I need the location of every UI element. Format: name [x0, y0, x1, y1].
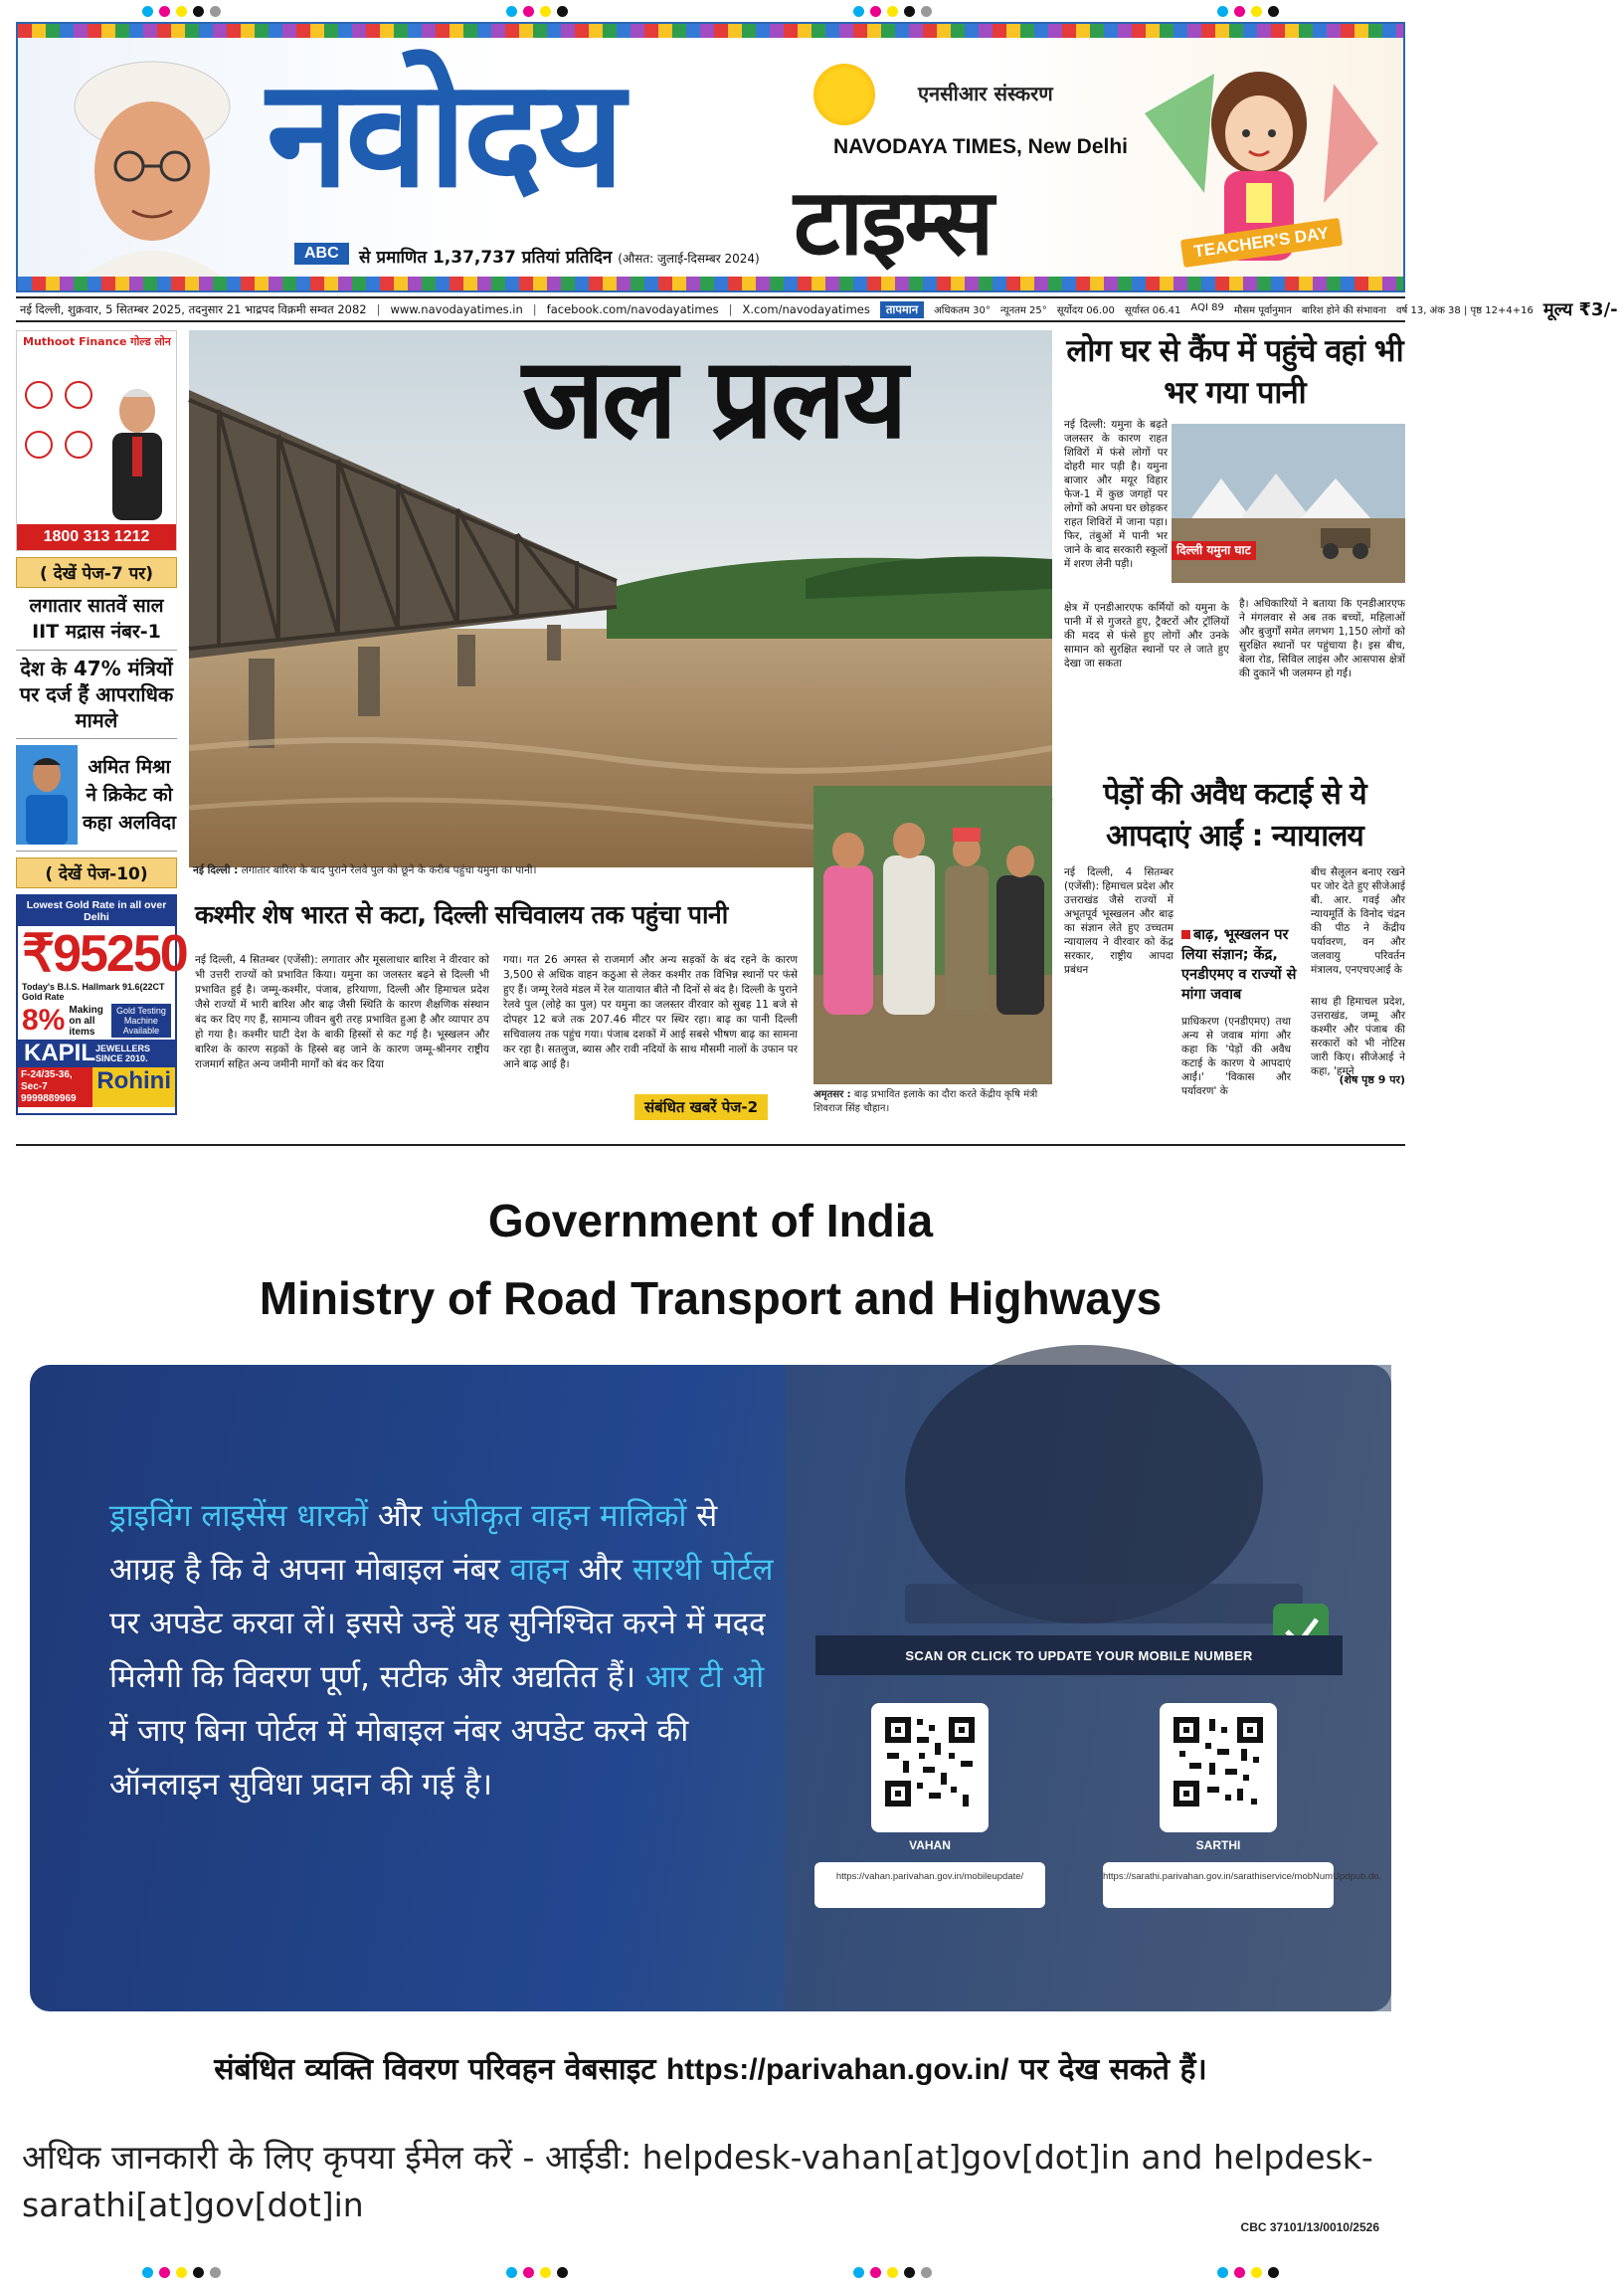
- circulation-note: [359, 245, 760, 268]
- see-page-7[interactable]: ( देखें पेज-7 पर): [16, 557, 177, 588]
- circulation-text: से प्रमाणित 1,37,737 प्रतियां प्रतिदिन: [359, 248, 613, 268]
- edition-label: एनसीआर संस्करण: [918, 82, 1053, 105]
- kapil-percent: 8%: [22, 1004, 66, 1037]
- kapil-name: KAPIL: [24, 1040, 95, 1066]
- min-temp: न्यूनतम 25°: [999, 305, 1047, 316]
- brief-iit-madras[interactable]: लगातार सातवें साल IIT मद्रास नंबर-1: [16, 588, 177, 651]
- muthoot-brand: Muthoot Finance गोल्ड लोन: [23, 335, 171, 348]
- kapil-address: F-24/35-36, Sec-7 9999889969: [18, 1067, 92, 1107]
- main-headline[interactable]: जल प्रलय: [522, 334, 905, 464]
- see-page-10[interactable]: ( देखें पेज-10): [16, 857, 177, 888]
- masthead-title-hindi: नवोदय: [267, 48, 622, 221]
- gold-loan-icon: [25, 381, 53, 409]
- camp-photo-label: दिल्ली यमुना घाट: [1172, 541, 1256, 560]
- camp-story: [1064, 418, 1405, 766]
- masthead-title-english: NAVODAYA TIMES, New Delhi: [833, 135, 1129, 158]
- court-text-a: नई दिल्ली, 4 सितम्बर (एजेंसी): हिमाचल प्रदेश और उत्तराखंड जैसे राज्यों में अभूतपूर्व भूस्खलन और बाढ़ का संज्ञान लेते हुए उच्चतम न्यायालय ने वीरवार को केंद्र सरकार, राष्ट्रीय आपदा प्रबंधन: [1064, 866, 1173, 976]
- related-news-link[interactable]: संबंधित खबरें पेज-2: [634, 1094, 768, 1120]
- sarthi-qr-code[interactable]: [1160, 1703, 1277, 1832]
- kapil-address-bar: [18, 1067, 175, 1107]
- weather-tag: तापमान: [880, 301, 924, 318]
- registration-strip-top: [0, 0, 1421, 22]
- sarthi-url[interactable]: https://sarathi.parivahan.gov.in/sarathiservice/mobNumUpdpub.do.: [1103, 1862, 1334, 1908]
- ad-website-line: संबंधित व्यक्ति विवरण परिवहन वेबसाइट https://parivahan.gov.in/ पर देख सकते हैं।: [214, 2052, 1207, 2087]
- continued-note[interactable]: (शेष पृष्ठ 9 पर): [1339, 1073, 1405, 1086]
- date-text: नई दिल्ली, शुक्रवार, 5 सितम्बर 2025, तदनुसार 21 भाद्रपद विक्रमी सम्वत 2082: [20, 301, 367, 316]
- kicker-square-icon: [1181, 930, 1190, 939]
- vahan-url[interactable]: https://vahan.parivahan.gov.in/mobileupdate/: [814, 1862, 1045, 1908]
- issue-info: वर्ष 13, अंक 38 | पृष्ठ 12+4+16: [1395, 305, 1534, 316]
- rain-chance: बारिश होने की संभावना: [1301, 305, 1386, 316]
- ad-title-line-1: Government of India: [487, 1195, 934, 1246]
- muthoot-phone[interactable]: 1800 313 1212: [17, 524, 176, 550]
- court-story: [1064, 865, 1405, 1097]
- x-link[interactable]: X.com/navodayatimes: [742, 302, 870, 316]
- sun-icon: [813, 64, 875, 125]
- brief-amit-mishra[interactable]: [16, 739, 177, 852]
- kapil-offers: [18, 1002, 175, 1040]
- facebook-link[interactable]: facebook.com/navodayatimes: [546, 302, 719, 316]
- amit-mishra-photo: [16, 745, 78, 845]
- scan-instruction: SCAN OR CLICK TO UPDATE YOUR MOBILE NUMBER: [815, 1635, 1343, 1675]
- security-icon: [65, 381, 92, 409]
- abc-logo: ABC: [294, 243, 349, 265]
- pencil-border-top: [18, 24, 1403, 38]
- weather-readings: [934, 302, 1534, 316]
- kapil-making: Making on all items: [69, 1004, 103, 1038]
- ad-banner: [30, 1365, 1391, 2011]
- kapil-gold-rate: ₹95250: [22, 925, 187, 983]
- muthoot-ad[interactable]: [16, 330, 177, 551]
- kapil-testing: Gold Testing Machine Available: [111, 1004, 171, 1038]
- brief-amit-mishra-text: अमित मिश्रा ने क्रिकेट को कहा अलविदा: [82, 756, 177, 834]
- interest-icon: [25, 431, 53, 459]
- website-link[interactable]: www.navodayatimes.in: [390, 302, 523, 316]
- registration-strip-bottom: [0, 2261, 1421, 2283]
- teachers-day-badge: TEACHER'S DAY: [1180, 218, 1343, 268]
- court-text-c: प्राधिकरण (एनडीएमए) तथा अन्य से जवाब मांगा और कहा कि 'पेड़ों की अवैध कटाई के कारण ये आपदाएं आईं।' 'विकास और पर्यावरण' के: [1181, 1016, 1291, 1097]
- minister-visit-image: [813, 786, 1052, 1084]
- court-headline[interactable]: पेड़ों की अवैध कटाई से ये आपदाएं आईं : न्यायालय: [1103, 777, 1366, 854]
- max-temp: अधिकतम 30°: [934, 305, 991, 316]
- kapil-name-bar: [18, 1040, 175, 1067]
- story-headline[interactable]: कश्मीर शेष भारत से कटा, दिल्ली सचिवालय तक पहुंचा पानी: [195, 900, 728, 929]
- cbc-code: CBC 37101/13/0010/2526: [1240, 2220, 1379, 2234]
- kapil-jewellers-ad[interactable]: [16, 894, 187, 1115]
- vahan-qr-code[interactable]: [871, 1703, 989, 1832]
- vahan-label: VAHAN: [909, 1838, 951, 1852]
- price: मूल्य ₹3/-: [1542, 299, 1618, 320]
- section-divider: [16, 1144, 1405, 1146]
- sarthi-label: SARTHI: [1195, 1838, 1241, 1852]
- ad-title-line-2: Ministry of Road Transport and Highways: [259, 1272, 1163, 1324]
- masthead: [16, 22, 1405, 292]
- camp-headline[interactable]: लोग घर से कैंप में पहुंचे वहां भी भर गया पानी: [1066, 333, 1403, 411]
- camp-text-a: नई दिल्ली: यमुना के बढ़ते जलस्तर के कारण राहत शिविरों में फंसे लोगों पर दोहरी मार पड़ी है। यमुना बाजार और मयूर विहार फेज-1 में कुछ जगहों पर लोगों को अपना घर छोड़कर राहत शिविरों में जाना पड़ा। फिर, तंबुओं में पानी भर जाने के बाद सरकारी स्कूलों में शरण लेनी पड़ी।: [1064, 419, 1168, 570]
- kapil-location: Rohini: [92, 1067, 175, 1107]
- sarthi-qr-icon: [1160, 1703, 1277, 1832]
- kapil-since: JEWELLERS SINCE 2010.: [95, 1044, 151, 1063]
- sunrise: सूर्योदय 06.00: [1056, 305, 1115, 316]
- sunset: सूर्यास्त 06.41: [1124, 305, 1181, 316]
- amritsar-caption: अमृतसर : बाढ़ प्रभावित इलाके का दौरा करते केंद्रीय कृषि मंत्री शिवराज सिंह चौहान।: [813, 1089, 1038, 1114]
- circulation-period: (औसत: जुलाई-दिसम्बर 2024): [618, 252, 760, 266]
- amritsar-photo: [813, 786, 1052, 1084]
- masthead-title-hindi-2: टाइम्स: [794, 169, 992, 276]
- forecast: मौसम पूर्वानुमान: [1233, 305, 1292, 316]
- court-text-b: बीच सैलूलन बनाए रखने पर जोर देते हुए सीजेआई बी. आर. गवई और न्यायमूर्ति के विनोद चंद्रन की पीठ ने केंद्रीय पर्यावरण, वन और जलवायु परिवर्तन मंत्रालय, एनएचएआई के: [1311, 866, 1405, 976]
- parivahan-link[interactable]: https://parivahan.gov.in/: [665, 2053, 1009, 2086]
- brief-ministers[interactable]: देश के 47% मंत्रियों पर दर्ज हैं आपराधिक मामले: [16, 651, 177, 739]
- kapil-rate-note: Today's B.I.S. Hallmark 91.6(22CT Gold Rate: [22, 982, 165, 1002]
- court-text-d: साथ ही हिमाचल प्रदेश, उत्तराखंड, जम्मू और कश्मीर और पंजाब की सरकारों को भी नोटिस जारी किए। सीजेआई ने कहा, 'हमने: [1311, 996, 1405, 1077]
- court-kicker: बाढ़, भूस्खलन पर लिया संज्ञान; केंद्र, एनडीएमए व राज्यों से मांगा जवाब: [1181, 927, 1297, 1003]
- online-icon: [65, 431, 92, 459]
- kapil-tagline: Lowest Gold Rate in all over Delhi: [18, 896, 175, 926]
- camp-text-c: है। अधिकारियों ने बताया कि एनडीआरएफ ने मंगलवार से अब तक बच्चों, महिलाओं और बुजुर्गों समेत लगभग 1,150 लोगों को सुरक्षित स्थानों पर पहुंचाया है। इस बीच, बेला रोड, सिविल लाइंस और आसपास क्षेत्रों की दुकानें भी जलमग्न हो गईं।: [1239, 598, 1405, 679]
- ad-body-text: ड्राइविंग लाइसेंस धारकों और पंजीकृत वाहन मालिकों से आग्रह है कि वे अपना मोबाइल नंबर वाहन और सारथी पोर्टल पर अपडेट करवा लें। इससे उन्हें यह सुनिश्चित करने में मदद मिलेगी कि विवरण पूर्ण, सटीक और अद्यतित हैं। आर टी ओ में जाए बिना पोर्टल में मोबाइल नंबर अपडेट करने की ऑनलाइन सुविधा प्रदान की गई है।: [109, 1498, 774, 1803]
- camp-text-b: क्षेत्र में एनडीआरएफ कर्मियों को यमुना के पानी में से गुजरते हुए, ट्रैक्टरों और ट्रॉलियों की मदद से फंसे हुए लोगों और उनके सामान को सुरक्षित स्थानों पर ले जाते हुए देखा जा सकता: [1064, 602, 1229, 669]
- story-column-2: गया। गत 26 अगस्त से राजमार्ग और अन्य सड़कों के बंद रहने के कारण 3,500 से अधिक वाहन कठुआ से लेकर कश्मीर तक विभिन्न स्थानों पर फंसे हुए हैं। जम्मू रेलवे मंडल में रेल यातायात बीते नौ दिनों से बंद है। दिल्ली के पुराने रेलवे पुल (लोहे का पुल) पर यमुना का जलस्तर वीरवार को सुबह 11 बजे से दोपहर 12 बजे तक 207.46 मीटर पर स्थिर रहा। बाढ़ का पानी दिल्ली सचिवालय तक पहुंच गया। पंजाब दशकों में आई सबसे भीषण बाढ़ का सामना कर रहा है। सतलुज, ब्यास और रावी नदियों के साथ मौसमी नालों के उफान पर आने बाढ़ आई है।: [503, 954, 798, 1070]
- left-column: [16, 330, 187, 1146]
- main-photo-caption: नई दिल्ली : लगातार बारिश के बाद पुराने रेलवे पुल को छूने के करीब पहुंचा यमुना का पानी।: [193, 864, 537, 876]
- story-column-1: नई दिल्ली, 4 सितम्बर (एजेंसी): लगातार और मूसलाधार बारिश ने वीरवार को भी उत्तरी राज्यों को प्रभावित किया। यमुना का जलस्तर बढ़ने से दिल्ली भी प्रभावित हुई है। जम्मू-कश्मीर, पंजाब, हरियाणा, दिल्ली और हिमाचल प्रदेश जैसे राज्यों में भारी बारिश और बाढ़ जैसी स्थिति के कारण शैक्षणिक संस्थान बंद कर दिए गए हैं, सामान्य जीवन बुरी तरह प्रभावित हुआ है और व्यापार ठप हो गया है। कश्मीर घाटी देश के बाकी हिस्सों से कट गई है। भूस्खलन और बारिश के कारण सड़कों के हिस्से बह जाने के कारण जम्मू-श्रीनगर राष्ट्रीय राजमार्ग सहित अन्य जमीनी मार्गों को बंद कर दिया: [195, 954, 489, 1070]
- pencil-border-bottom: [18, 277, 1403, 290]
- dateline-bar: नई दिल्ली, शुक्रवार, 5 सितम्बर 2025, तदनुसार 21 भाद्रपद विक्रमी सम्वत 2082 | www.navodayatimes.in | facebook.com/navodayatimes | X.com/navodayatimes तापमान अधिकतम 30° न्यूनतम 25° सूर्योदय 06.00 सूर्यास्त 06.41 AQI 89 मौसम पूर्वानुमान बारिश होने की संभावना वर्ष 13, अंक 38 | पृष्ठ 12+4+16 मूल्य ₹3/-: [16, 296, 1405, 322]
- ad-email-line: अधिक जानकारी के लिए कृपया ईमेल करें - आईडी: helpdesk-vahan[at]gov[dot]in and helpdesk-sarathi[at]gov[dot]in: [22, 2138, 1373, 2224]
- portrait-illustration: [58, 52, 247, 281]
- ambassador-photo: [102, 381, 172, 520]
- right-column: [1064, 330, 1405, 1144]
- vahan-qr-icon: [871, 1703, 989, 1832]
- aqi: AQI 89: [1190, 302, 1224, 313]
